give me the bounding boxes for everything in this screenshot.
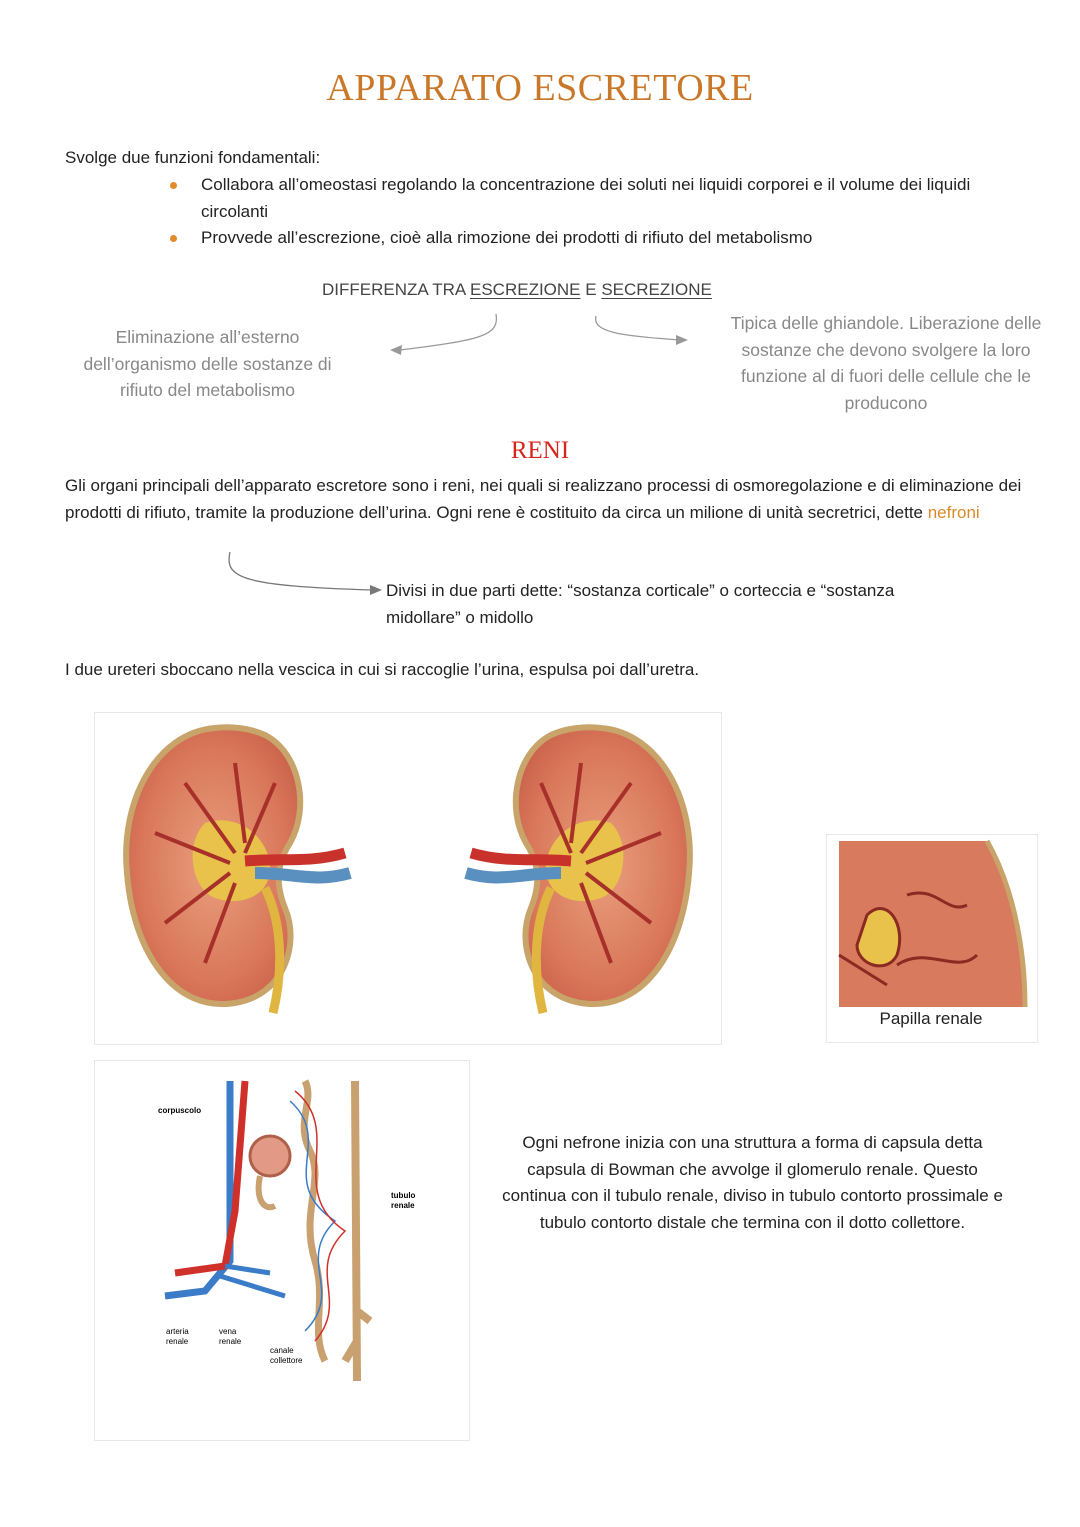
arrow-right-line: [596, 316, 680, 340]
functions-list: [168, 172, 988, 252]
canale-label: canale: [270, 1346, 294, 1355]
papilla-label: Papilla renale: [879, 1009, 983, 1028]
list-item: [168, 225, 988, 252]
difference-arrows: [380, 310, 700, 365]
arrow-left-line: [400, 314, 496, 350]
intro-text: Svolge due funzioni fondamentali:: [65, 148, 321, 167]
vena-label: vena: [219, 1327, 237, 1336]
bullet-text: Collabora all’omeostasi regolando la concentrazione dei soluti nei liquidi corporei e il volume dei liquidi circolanti: [201, 175, 971, 221]
nefroni-parts-text: Divisi in due parti dette: “sostanza corticale” o corteccia e “sostanza midollare” o midollo: [386, 581, 895, 627]
kidney-figure: [94, 712, 722, 1045]
tubulo-label: tubulo: [391, 1191, 416, 1200]
corpuscolo-label: corpuscolo: [158, 1106, 202, 1115]
list-item: [168, 172, 988, 225]
term-secrezione: SECREZIONE: [601, 280, 712, 299]
term-escrezione: ESCREZIONE: [470, 280, 581, 299]
canale-label-2: collettore: [270, 1356, 303, 1365]
reni-paragraph: [65, 473, 1025, 526]
nefroni-word: nefroni: [927, 502, 980, 522]
ureteri-text: I due ureteri sboccano nella vescica in cui si raccoglie l’urina, espulsa poi dall’uretra.: [65, 660, 700, 679]
section-heading-reni: RENI: [510, 437, 570, 464]
bullet-icon: [170, 182, 177, 189]
difference-heading: [322, 280, 712, 300]
nefroni-arrow: [222, 548, 392, 598]
vena-label-2: renale: [219, 1337, 242, 1346]
right-kidney-illustration: [466, 727, 690, 1013]
tubulo-label-2: renale: [391, 1201, 415, 1210]
difference-joiner: E: [580, 280, 602, 299]
left-kidney-illustration: [126, 727, 350, 1013]
difference-prefix: DIFFERENZA TRA: [322, 280, 470, 299]
bullet-text: Provvede all’escrezione, cioè alla rimozione dei prodotti di rifiuto del metabolismo: [201, 228, 813, 247]
nephron-figure: [94, 1060, 470, 1441]
arrow-left-head: [390, 345, 402, 355]
nefrone-paragraph: Ogni nefrone inizia con una struttura a forma di capsula detta capsula di Bowman che avvolge il glomerulo renale. Questo continua con il tubulo renale, diviso in tubulo contorto prossimale e tubulo contorto distale che termina con il dotto collettore.: [502, 1133, 1003, 1232]
secrezione-definition: Tipica delle ghiandole. Liberazione delle sostanze che devono svolgere la loro funzione al di fuori delle cellule che le producono: [730, 313, 1042, 413]
arteria-label: arteria: [166, 1327, 189, 1336]
arteria-label-2: renale: [166, 1337, 189, 1346]
bullet-icon: [170, 235, 177, 242]
page-title: APPARATO ESCRETORE: [326, 67, 754, 109]
escrezione-definition: Eliminazione all’esterno dell’organismo delle sostanze di rifiuto del metabolismo: [83, 327, 332, 400]
arrow-right-head: [676, 335, 688, 345]
reni-paragraph-text: Gli organi principali dell’apparato escretore sono i reni, nei quali si realizzano processi di osmoregolazione e di eliminazione dei prodotti di rifiuto, tramite la produzione dell’urina. Ogni rene è costituito da circa un milione di unità secretrici, dette: [65, 476, 1022, 522]
